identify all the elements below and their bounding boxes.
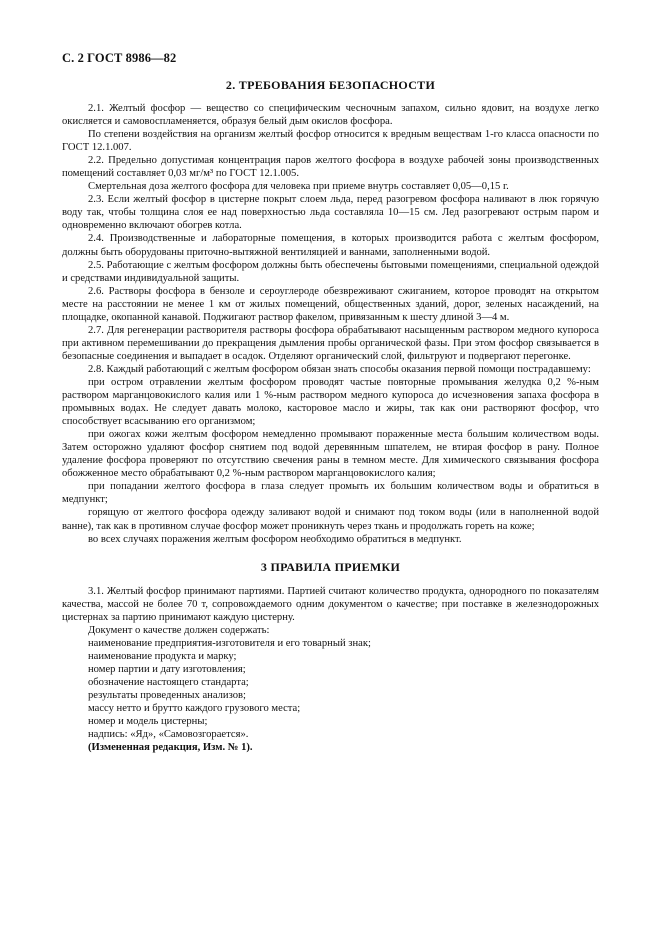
paragraph-2-2: 2.2. Предельно допустимая концентрация паров желтого фосфора в воздухе рабочей зоны производственных помещений составляет 0,03 мг/м³ по ГОСТ 12.1.005. bbox=[62, 155, 599, 180]
amendment-note: (Измененная редакция, Изм. № 1). bbox=[88, 742, 253, 754]
paragraph-2-6: 2.6. Растворы фосфора в бензоле и сероуглероде обезвреживают сжиганием, которое проводят на открытом месте на расстоянии не менее 1 км от жилых помещений, общественных зданий, дорог, зеленых насаждений, на площадке, окопанной канавой. Поджигают раствор факелом, привязанным к шесту длиной 3—4 м. bbox=[62, 285, 599, 323]
paragraph: при ожогах кожи желтым фосфором немедленно промывают пораженные места большим количеством воды. Затем осторожно удаляют фосфор снятием под водой деревянным шпателем, не втирая фосфор в рану. Полное удаление фосфора проверяют по отсутствию свечения раны в темном месте. Для химического связывания фосфора обожженное место обрабатывают 0,2 %-ным раствором марганцовокислого калия; bbox=[62, 429, 599, 480]
list-item: результаты проведенных анализов; bbox=[88, 689, 246, 701]
paragraph: во всех случаях поражения желтым фосфором необходимо обратиться в медпункт. bbox=[88, 533, 462, 545]
list-item: Документ о качестве должен содержать: bbox=[88, 624, 270, 636]
paragraph-2-4: 2.4. Производственные и лабораторные помещения, в которых производится работа с желтым фосфором, должны быть оборудованы приточно-вытяжной вентиляцией и ваннами, заполненными водой. bbox=[62, 233, 599, 258]
paragraph-2-3: 2.3. Если желтый фосфор в цистерне покрыт слоем льда, перед разогревом фосфора наливают в люк горячую воду так, чтобы толщина слоя ее над поверхностью льда составляла 10—15 см. Лед разогревают острым паром и одновременно включают обогрев котла. bbox=[62, 194, 599, 232]
paragraph-2-8: 2.8. Каждый работающий с желтым фосфором обязан знать способы оказания первой помощи пострадавшему: bbox=[88, 363, 591, 375]
paragraph: Смертельная доза желтого фосфора для человека при приеме внутрь составляет 0,05—0,15 г. bbox=[88, 181, 509, 193]
paragraph-2-1: 2.1. Желтый фосфор — вещество со специфическим чесночным запахом, сильно ядовит, на воздухе легко окисляется и самовоспламеняется, образуя белый дым окислов фосфора. bbox=[62, 103, 599, 128]
quality-document-list bbox=[62, 624, 599, 754]
paragraph-3-1: 3.1. Желтый фосфор принимают партиями. Партией считают количество продукта, однородного по показателям качества, массой не более 70 т, сопровождаемого одним документом о качестве; при поставке в железнодорожных цистернах за партию принимают каждую цистерну. bbox=[62, 585, 599, 623]
list-item: наименование продукта и марку; bbox=[88, 650, 237, 662]
paragraph: при попадании желтого фосфора в глаза следует промыть их большим количеством воды и обратиться в медпункт; bbox=[62, 481, 599, 506]
list-item: наименование предприятия-изготовителя и его товарный знак; bbox=[88, 637, 371, 649]
list-item: обозначение настоящего стандарта; bbox=[88, 676, 249, 688]
list-item: номер и модель цистерны; bbox=[88, 716, 208, 728]
list-item: номер партии и дату изготовления; bbox=[88, 663, 246, 675]
list-item: массу нетто и брутто каждого грузового места; bbox=[88, 703, 301, 715]
paragraph-2-7: 2.7. Для регенерации растворителя растворы фосфора обрабатывают насыщенным раствором медного купороса при активном перемешивании до прекращения дымления пробы органической фазы. При этом фосфор связывается в безопасные соединения и выпадает в осадок. Отделяют органический слой, фильтруют и подвергают перегонке. bbox=[62, 324, 599, 362]
section-2-title: 2. ТРЕБОВАНИЯ БЕЗОПАСНОСТИ bbox=[225, 78, 436, 92]
page-header: С. 2 ГОСТ 8986—82 bbox=[62, 51, 177, 65]
document-body bbox=[62, 78, 599, 754]
paragraph-2-5: 2.5. Работающие с желтым фосфором должны быть обеспечены бытовыми помещениями, специальной одеждой и средствами индивидуальной защиты. bbox=[62, 259, 599, 284]
list-item: надпись: «Яд», «Самовозгорается». bbox=[88, 729, 249, 741]
paragraph: горящую от желтого фосфора одежду заливают водой и снимают под током воды (или в наполненной водой ванне), так как в противном случае фосфор может проникнуть через ткань и продолжать гореть на коже; bbox=[62, 507, 599, 532]
section-3-title: 3 ПРАВИЛА ПРИЕМКИ bbox=[260, 559, 401, 574]
paragraph: при остром отравлении желтым фосфором проводят частые повторные промывания желудка 0,2 %-ным раствором марганцовокислого калия или 1 %-ным раствором медного купороса до исчезновения запаха фосфора в промывных водах. Не следует давать молоко, касторовое масло и жиры, так как они растворяют фосфор, что способствует всасыванию его организмом; bbox=[62, 376, 599, 428]
paragraph: По степени воздействия на организм желтый фосфор относится к вредным веществам 1-го класса опасности по ГОСТ 12.1.007. bbox=[62, 129, 599, 154]
